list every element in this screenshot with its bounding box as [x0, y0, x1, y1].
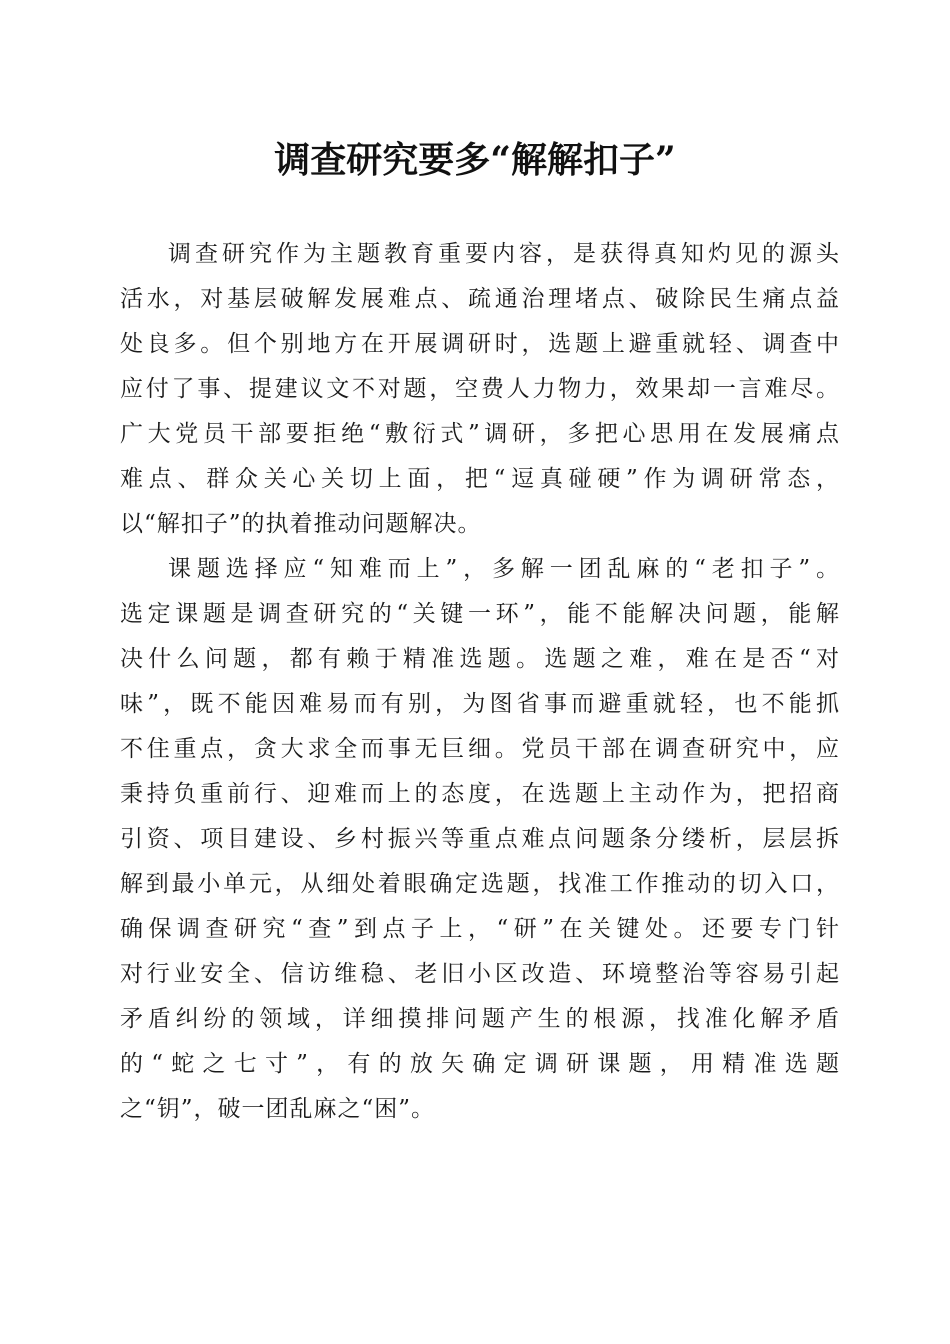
text-line: 对行业安全、信访维稳、老旧小区改造、环境整治等容易引起: [120, 961, 840, 987]
text-line: 广大党员干部要拒绝“敷衍式”调研，多把心思用在发展痛点: [120, 421, 840, 447]
text-line: 以“解扣子”的执着推动问题解决。: [120, 511, 482, 537]
text-line: 之“钥”，破一团乱麻之“困”。: [120, 1096, 436, 1122]
text-line: 处良多。但个别地方在开展调研时，选题上避重就轻、调查中: [120, 331, 840, 357]
text-line: 确保调查研究“查”到点子上，“研”在关键处。还要专门针: [120, 916, 840, 942]
text-line: 难点、群众关心关切上面，把“逗真碰硬”作为调研常态，: [120, 466, 840, 492]
text-line: 不住重点，贪大求全而事无巨细。党员干部在调查研究中，应: [120, 736, 840, 762]
text-line: 引资、项目建设、乡村振兴等重点难点问题条分缕析，层层拆: [120, 826, 840, 852]
text-line: 味”，既不能因难易而有别，为图省事而避重就轻，也不能抓: [120, 691, 840, 717]
text-line: 解到最小单元，从细处着眼确定选题，找准工作推动的切入口，: [120, 871, 840, 897]
text-line: 矛盾纠纷的领域，详细摸排问题产生的根源，找准化解矛盾: [120, 1006, 840, 1032]
paragraph-2: [120, 547, 840, 1132]
paragraph-1: [120, 232, 840, 547]
text-line: 活水，对基层破解发展难点、疏通治理堵点、破除民生痛点益: [120, 286, 840, 312]
text-line: 应付了事、提建议文不对题，空费人力物力，效果却一言难尽。: [120, 376, 840, 402]
text-line: 决什么问题，都有赖于精准选题。选题之难，难在是否“对: [120, 646, 840, 672]
text-line: 选定课题是调查研究的“关键一环”，能不能解决问题，能解: [120, 601, 840, 627]
text-line: 调查研究作为主题教育重要内容，是获得真知灼见的源头: [168, 241, 840, 267]
text-line: 秉持负重前行、迎难而上的态度，在选题上主动作为，把招商: [120, 781, 840, 807]
text-line: 课题选择应“知难而上”，多解一团乱麻的“老扣子”。: [168, 556, 840, 582]
text-line: 的“蛇之七寸”，有的放矢确定调研课题，用精准选题: [120, 1051, 840, 1077]
article-body: [120, 232, 840, 1132]
page-title: 调查研究要多“解解扣子”: [274, 139, 676, 181]
